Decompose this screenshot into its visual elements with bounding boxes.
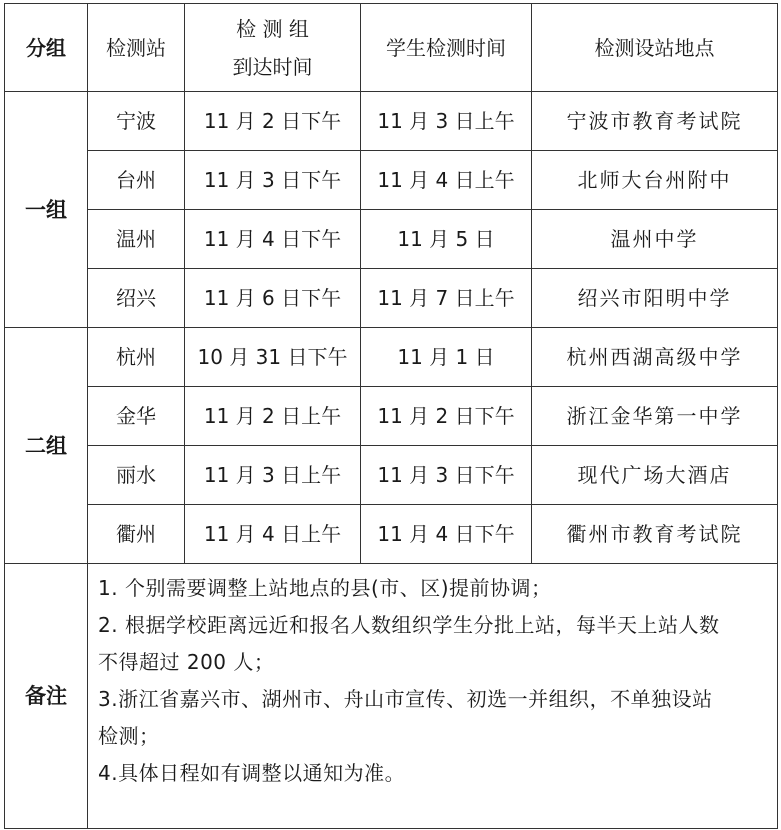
table-row — [5, 387, 778, 446]
header-group: 分组 — [5, 4, 88, 92]
table-row — [5, 446, 778, 505]
location-cell: 杭州西湖高级中学 — [532, 328, 778, 387]
schedule-table — [4, 3, 778, 829]
notes-label: 备注 — [5, 564, 88, 829]
header-arrival-line2: 到达时间 — [232, 54, 313, 79]
table-row — [5, 328, 778, 387]
table-row — [5, 92, 778, 151]
station-cell: 金华 — [88, 387, 185, 446]
note-line: 4.具体日程如有调整以通知为准。 — [98, 761, 406, 785]
header-arrival-time — [185, 4, 361, 92]
table-row — [5, 269, 778, 328]
arrival-cell: 11 月 2 日上午 — [185, 387, 361, 446]
station-cell: 绍兴 — [88, 269, 185, 328]
table-row — [5, 505, 778, 564]
station-cell: 宁波 — [88, 92, 185, 151]
header-station: 检测站 — [88, 4, 185, 92]
group-cell: 二组 — [5, 328, 88, 564]
location-cell: 衢州市教育考试院 — [532, 505, 778, 564]
station-cell: 温州 — [88, 210, 185, 269]
student-time-cell: 11 月 4 日下午 — [361, 505, 532, 564]
station-cell: 台州 — [88, 151, 185, 210]
location-cell: 温州中学 — [532, 210, 778, 269]
station-cell: 杭州 — [88, 328, 185, 387]
notes-content — [88, 564, 778, 829]
student-time-cell: 11 月 7 日上午 — [361, 269, 532, 328]
student-time-cell: 11 月 4 日上午 — [361, 151, 532, 210]
station-cell: 丽水 — [88, 446, 185, 505]
header-student-time: 学生检测时间 — [361, 4, 532, 92]
note-line: 2. 根据学校距离远近和报名人数组织学生分批上站，每半天上站人数 — [98, 613, 720, 637]
table-row — [5, 151, 778, 210]
note-line: 检测； — [98, 724, 160, 748]
header-row — [5, 4, 778, 92]
student-time-cell: 11 月 2 日下午 — [361, 387, 532, 446]
note-line: 1. 个别需要调整上站地点的县(市、区)提前协调； — [98, 576, 552, 600]
location-cell: 现代广场大酒店 — [532, 446, 778, 505]
arrival-cell: 11 月 3 日下午 — [185, 151, 361, 210]
table-row — [5, 210, 778, 269]
group-cell: 一组 — [5, 92, 88, 328]
student-time-cell: 11 月 3 日上午 — [361, 92, 532, 151]
student-time-cell: 11 月 1 日 — [361, 328, 532, 387]
arrival-cell: 11 月 4 日下午 — [185, 210, 361, 269]
location-cell: 浙江金华第一中学 — [532, 387, 778, 446]
location-cell: 宁波市教育考试院 — [532, 92, 778, 151]
arrival-cell: 10 月 31 日下午 — [185, 328, 361, 387]
location-cell: 北师大台州附中 — [532, 151, 778, 210]
note-line: 不得超过 200 人； — [98, 650, 275, 674]
student-time-cell: 11 月 5 日 — [361, 210, 532, 269]
notes-row — [5, 564, 778, 829]
arrival-cell: 11 月 6 日下午 — [185, 269, 361, 328]
location-cell: 绍兴市阳明中学 — [532, 269, 778, 328]
arrival-cell: 11 月 3 日上午 — [185, 446, 361, 505]
note-line: 3.浙江省嘉兴市、湖州市、舟山市宣传、初选一并组织，不单独设站 — [98, 687, 713, 711]
arrival-cell: 11 月 2 日下午 — [185, 92, 361, 151]
header-arrival-line1: 检 测 组 — [236, 16, 309, 41]
student-time-cell: 11 月 3 日下午 — [361, 446, 532, 505]
station-cell: 衢州 — [88, 505, 185, 564]
header-location: 检测设站地点 — [532, 4, 778, 92]
arrival-cell: 11 月 4 日上午 — [185, 505, 361, 564]
